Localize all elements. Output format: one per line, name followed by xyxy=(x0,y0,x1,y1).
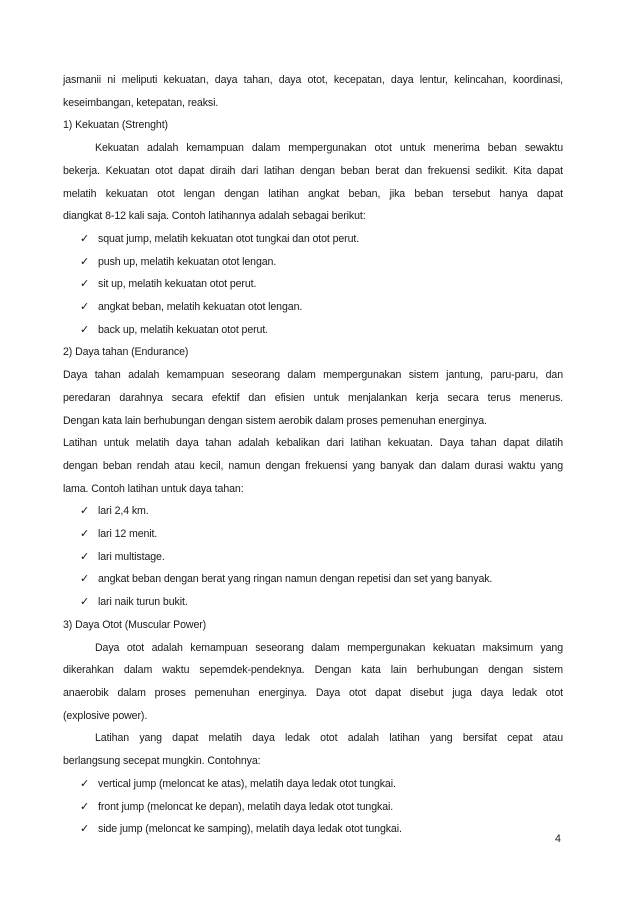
list-item xyxy=(80,591,563,614)
list-item xyxy=(80,523,563,546)
intro-line: jasmanii ni meliputi kekuatan, daya tahan, daya otot, kecepatan, daya lentur, kelincahan, koordinasi, xyxy=(63,74,563,86)
paragraph-line: Kekuatan adalah kemampuan dalam mempergunakan otot untuk menerima beban sewaktu xyxy=(95,142,563,155)
list-item-text: side jump (meloncat ke samping), melatih daya ledak otot tungkai. xyxy=(98,823,402,836)
paragraph-line: anaerobik dalam proses pemenuhan energinya. Daya otot dapat disebut juga daya ledak otot xyxy=(63,686,563,699)
paragraph-line: melatih kekuatan otot lengan dengan latihan angkat beban, jika beban tersebut hanya dapat xyxy=(63,187,563,200)
checkmark-icon: ✓ xyxy=(80,573,90,586)
list-item xyxy=(80,500,563,523)
page-number: 4 xyxy=(555,833,561,845)
list-item xyxy=(80,796,563,819)
paragraph-line: peredaran darahnya secara efektif dan efisien untuk menjalankan kerja secara terus menerus. xyxy=(63,391,563,404)
list-item-text: back up, melatih kekuatan otot perut. xyxy=(98,323,269,336)
paragraph-line: dengan beban rendah atau kecil, namun dengan frekuensi yang banyak dan dalam durasi waktu yang xyxy=(63,459,563,472)
paragraph-line: bekerja. Kekuatan otot dapat diraih dari latihan dengan beban berat dan frekuensi sedikit. Kita dapat xyxy=(63,164,563,177)
checklist xyxy=(63,500,563,614)
checkmark-icon: ✓ xyxy=(80,550,90,563)
list-item-text: front jump (meloncat ke depan), melatih daya ledak otot tungkai. xyxy=(98,800,394,813)
list-item-text: push up, melatih kekuatan otot lengan. xyxy=(98,255,277,268)
sections xyxy=(63,114,563,841)
paragraph-line: dikerahkan dalam waktu sepemdek-pendeknya. Dengan kata lain berhubungan dengan sistem xyxy=(63,664,563,677)
checklist xyxy=(63,773,563,841)
paragraph-line: Daya otot adalah kemampuan seseorang dalam mempergunakan kekuatan maksimum yang xyxy=(95,641,563,654)
list-item-text: angkat beban dengan berat yang ringan namun dengan repetisi dan set yang banyak. xyxy=(98,573,493,586)
list-item-text: vertical jump (meloncat ke atas), melatih daya ledak otot tungkai. xyxy=(98,777,396,790)
checklist xyxy=(63,228,563,342)
list-item xyxy=(80,228,563,251)
list-item xyxy=(80,818,563,841)
list-item xyxy=(80,296,563,319)
checkmark-icon: ✓ xyxy=(80,596,90,609)
list-item xyxy=(80,319,563,342)
list-item-text: lari naik turun bukit. xyxy=(98,596,188,609)
list-item-text: lari 12 menit. xyxy=(98,528,158,541)
paragraph-line: berlangsung secepat mungkin. Contohnya: xyxy=(63,755,261,768)
section-heading: 1) Kekuatan (Strenght) xyxy=(63,119,168,132)
paragraph-line: Dengan kata lain berhubungan dengan sistem aerobik dalam proses pemenuhan energinya. xyxy=(63,414,487,427)
checkmark-icon: ✓ xyxy=(80,323,90,336)
page-body xyxy=(63,69,563,841)
list-item-text: sit up, melatih kekuatan otot perut. xyxy=(98,278,257,291)
paragraph-line: lama. Contoh latihan untuk daya tahan: xyxy=(63,482,244,495)
list-item-text: lari multistage. xyxy=(98,550,165,563)
checkmark-icon: ✓ xyxy=(80,232,90,245)
checkmark-icon: ✓ xyxy=(80,528,90,541)
paragraph-line: (explosive power). xyxy=(63,709,148,722)
list-item xyxy=(80,568,563,591)
checkmark-icon: ✓ xyxy=(80,255,90,268)
list-item-text: squat jump, melatih kekuatan otot tungkai dan otot perut. xyxy=(98,232,360,245)
list-item xyxy=(80,251,563,274)
paragraph-line: Latihan untuk melatih daya tahan adalah kebalikan dari latihan kekuatan. Daya tahan dapat dilatih xyxy=(63,437,563,450)
checkmark-icon: ✓ xyxy=(80,278,90,291)
section-heading: 3) Daya Otot (Muscular Power) xyxy=(63,618,207,631)
paragraph-line: Latihan yang dapat melatih daya ledak otot adalah latihan yang bersifat cepat atau xyxy=(95,732,563,745)
checkmark-icon: ✓ xyxy=(80,777,90,790)
list-item xyxy=(80,546,563,569)
paragraph-line: Daya tahan adalah kemampuan seseorang dalam mempergunakan sistem jantung, paru-paru, dan xyxy=(63,369,563,382)
checkmark-icon: ✓ xyxy=(80,505,90,518)
list-item-text: lari 2,4 km. xyxy=(98,505,149,518)
paragraph-line: diangkat 8-12 kali saja. Contoh latihannya adalah sebagai berikut: xyxy=(63,210,366,223)
checkmark-icon: ✓ xyxy=(80,823,90,836)
checkmark-icon: ✓ xyxy=(80,800,90,813)
list-item-text: angkat beban, melatih kekuatan otot lengan. xyxy=(98,301,303,314)
list-item xyxy=(80,273,563,296)
checkmark-icon: ✓ xyxy=(80,301,90,314)
section-heading: 2) Daya tahan (Endurance) xyxy=(63,346,189,359)
list-item xyxy=(80,773,563,796)
intro-line: keseimbangan, ketepatan, reaksi. xyxy=(63,96,219,109)
